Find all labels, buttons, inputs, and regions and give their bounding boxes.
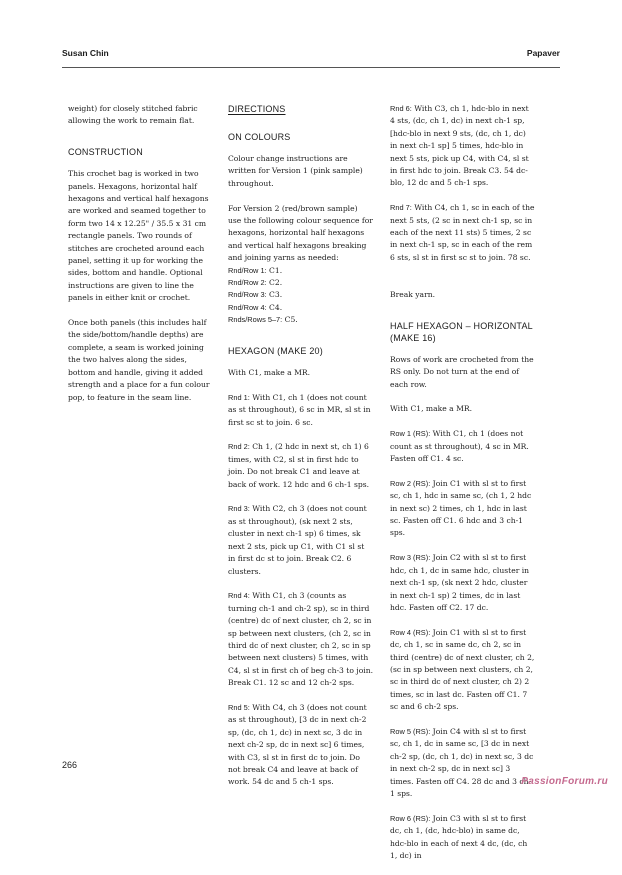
half-hexagon-heading: HALF HEXAGON – HORIZONTAL (MAKE 16) [390, 320, 533, 343]
hexagon-intro: With C1, make a MR. [228, 368, 311, 378]
column-2 [228, 103, 373, 801]
colours-heading: ON COLOURS [228, 132, 291, 142]
column-3 [390, 103, 535, 875]
construction-paragraph-2: Once both panels (this includes half the side/bottom/handle depths) are complete, a seam is worked joining the two halves along the sides, bottom and handle, giving it added strength and a place for a fun colour pop, to feature in the seam line. [68, 318, 210, 402]
colour-list [228, 265, 373, 327]
row-instruction: Row 1 (RS): With C1, ch 1 (does not count as st throughout), 4 sc in MR. Fasten off C1. 4 sc. [390, 429, 529, 464]
construction-heading: CONSTRUCTION [68, 147, 143, 158]
header-title: Papaver [526, 48, 560, 58]
running-header [62, 48, 560, 60]
row-instruction: Row 3 (RS): Join C2 with sl st to first hdc, ch 1, dc in same hdc, cluster in next ch-1 sp, (sk next 2 hdc, cluster in next ch-1 sp) 2 times, dc in last hdc. Fasten off C2. 17 dc. [390, 553, 530, 612]
half-hexagon-paragraph-1: Rows of work are crocheted from the RS only. Do not turn at the end of each row. [390, 354, 534, 389]
row-instruction: Row 2 (RS): Join C1 with sl st to first sc, ch 1, hdc in same sc, (ch 1, 2 hdc in next sc) 2 times, ch 1, hdc in last sc. Fasten off C1. 6 hdc and 3 ch-1 sps. [390, 478, 532, 538]
round-instruction: Rnd 2: Ch 1, (2 hdc in next st, ch 1) 6 times, with C2, sl st in first hdc to join. Do not break C1 and leave at back of work. 12 hdc and 6 ch-1 sps. [228, 442, 370, 489]
intro-paragraph: weight) for closely stitched fabric allowing the work to remain flat. [68, 104, 198, 126]
list-item: Rnd/Row 4: C4. [228, 302, 283, 312]
colours-paragraph-2: For Version 2 (red/brown sample) use the following colour sequence for hexagons, horizontal half hexagons and vertical half hexagons breaking and joining yarns as needed: [228, 203, 373, 263]
page-number: 266 [62, 760, 78, 770]
list-item: Rnds/Rows 5–7: C5. [228, 315, 298, 325]
watermark: PassionForum.ru [521, 776, 608, 787]
header-author: Susan Chin [62, 48, 109, 58]
round-instruction: Rnd 4: With C1, ch 3 (counts as turning ch-1 and ch-2 sp), sc in third (centre) dc of next cluster, ch 2, sc in sp between next clusters, (ch 2, sc in third dc of next cluster, ch 2, sc in sp between next clusters) 5 times, with C4, sl st in first ch of beg ch-3 to join. Break C1. 12 sc and 12 ch-2 sps. [228, 591, 373, 688]
round-instruction: Rnd 6: With C3, ch 1, hdc-blo in next 4 sts, (dc, ch 1, dc) in next ch-1 sp, [hdc-blo in next 9 sts, (dc, ch 1, dc) in next ch-1 sp] 5 times, hdc-blo in next 5 sts, pick up C4, with C4, sl st in first hdc to join. Break C3. 54 dc-blo, 12 dc and 5 ch-1 sps. [390, 104, 529, 188]
directions-heading: DIRECTIONS [228, 104, 286, 114]
column-1 [68, 103, 213, 416]
break-yarn-text: Break yarn. [390, 290, 435, 300]
header-rule [62, 67, 560, 68]
round-instruction: Rnd 7: With C4, ch 1, sc in each of the next 5 sts, (2 sc in next ch-1 sp, sc in each of the next 11 sts) 5 times, 2 sc in next ch-1 sp, sc in each of the rem 6 sts, sl st in first sc st to join. 78 sc. [390, 203, 535, 262]
row-instruction: Row 5 (RS): Join C4 with sl st to first sc, ch 1, dc in same sc, [3 dc in next ch-2 sp, (dc, ch 1, dc) in next sc, 3 dc in next ch-2 sp, dc in next sc] 3 times. Fasten off C4. 28 dc and 3 ch-1 sps. [390, 726, 534, 798]
row-instruction: Row 6 (RS): Join C3 with sl st to first dc, ch 1, (dc, hdc-blo) in same dc, hdc-blo in each of next 4 dc, (dc, ch 1, dc) in [390, 813, 528, 860]
half-hexagon-paragraph-2: With C1, make a MR. [390, 404, 473, 414]
round-instruction: Rnd 3: With C2, ch 3 (does not count as st throughout), (sk next 2 sts, cluster in next ch-1 sp) 6 times, sk next 2 sts, pick up C1, with C1 sl st in first dc st to join. Break C2. 6 clusters. [228, 504, 367, 576]
hexagon-heading: HEXAGON (MAKE 20) [228, 346, 323, 357]
row-instruction: Row 4 (RS): Join C1 with sl st to first dc, ch 1, sc in same dc, ch 2, sc in third (centre) dc of next cluster, ch 2, (sc in sp between next clusters, ch 2, sc in third dc of next cluster, ch 2) 2 times, sc in last dc. Fasten off C1. 7 sc and 6 ch-2 sps. [390, 627, 535, 712]
list-item: Rnd/Row 1: C1. [228, 265, 283, 275]
round-instruction: Rnd 5: With C4, ch 3 (does not count as st throughout), [3 dc in next ch-2 sp, (dc, ch 1, dc) in next sc, 3 dc in next ch-2 sp, dc in next sc] 6 times, with C3, sl st in first dc to join. Do not break C4 and leave at back of work. 54 dc and 5 ch-1 sps. [228, 702, 367, 787]
round-instruction: Rnd 1: With C1, ch 1 (does not count as st throughout), 6 sc in MR, sl st in first sc st to join. 6 sc. [228, 392, 371, 427]
list-item: Rnd/Row 3: C3. [228, 290, 283, 300]
construction-paragraph-1: This crochet bag is worked in two panels. Hexagons, horizontal half hexagons and vertical half hexagons are worked and seamed together to form two 14 x 12.25" / 35.5 x 31 cm rectangle panels. Two rounds of stitches are crocheted around each panel, setting it up for working the sides, bottom and handle. Optional instructions are given to line the panels in either knit or crochet. [68, 169, 209, 303]
colours-paragraph-1: Colour change instructions are written for Version 1 (pink sample) throughout. [228, 154, 363, 188]
list-item: Rnd/Row 2: C2. [228, 278, 283, 288]
